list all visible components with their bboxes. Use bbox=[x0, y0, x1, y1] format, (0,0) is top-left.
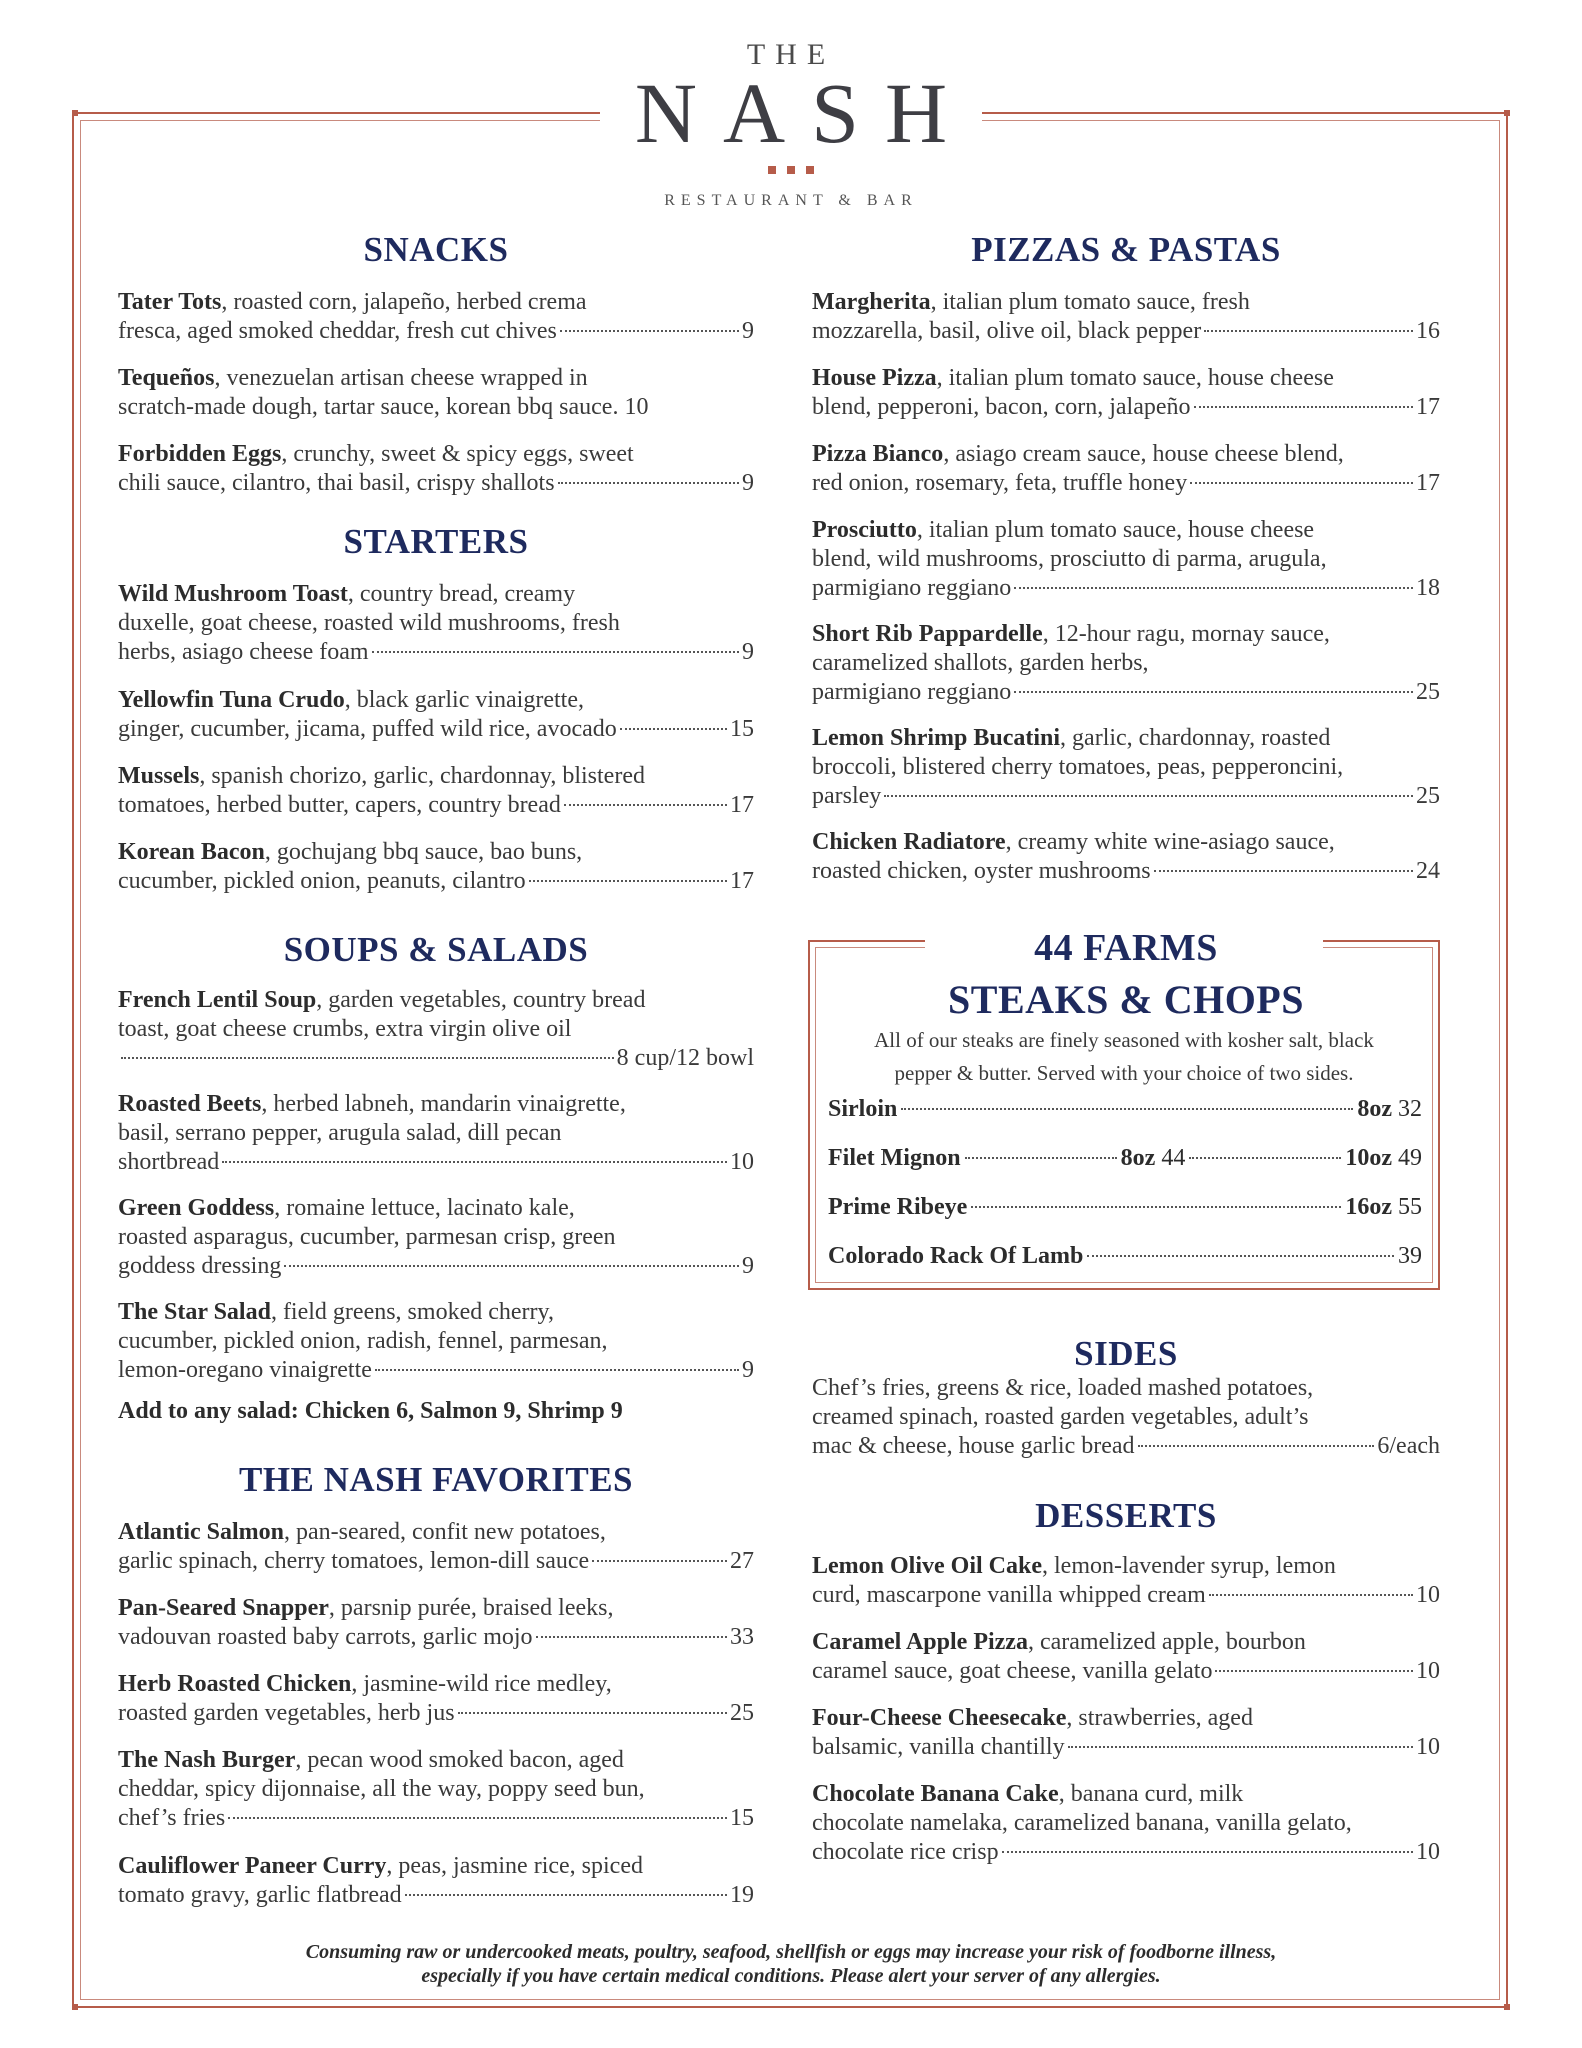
item-name: Mussels bbox=[118, 763, 200, 789]
item-name: Prosciutto bbox=[812, 517, 917, 543]
section-title-soups-salads: SOUPS & SALADS bbox=[283, 930, 589, 969]
steak-row bbox=[828, 1241, 1422, 1271]
sides-price: 6/each bbox=[1377, 1433, 1440, 1459]
menu-item bbox=[118, 440, 754, 498]
menu-item bbox=[812, 828, 1440, 886]
item-desc: , italian plum tomato sauce, fresh bbox=[930, 289, 1250, 315]
item-desc: , pan-seared, confit new potatoes, bbox=[284, 1519, 606, 1545]
steak-name: Filet Mignon bbox=[828, 1145, 961, 1171]
steak-row bbox=[828, 1143, 1422, 1173]
item-desc: , black garlic vinaigrette, bbox=[344, 687, 584, 713]
menu-item bbox=[118, 1298, 754, 1385]
item-name: Cauliflower Paneer Curry bbox=[118, 1853, 387, 1879]
item-desc: tomato gravy, garlic flatbread bbox=[118, 1882, 402, 1908]
item-desc: , italian plum tomato sauce, house cheese bbox=[916, 517, 1315, 543]
item-name: Korean Bacon bbox=[118, 839, 265, 865]
item-desc: , country bread, creamy bbox=[347, 581, 576, 607]
item-price: 17 bbox=[730, 868, 754, 894]
item-desc: , 12-hour ragu, mornay sauce, bbox=[1042, 621, 1330, 647]
item-desc: , peas, jasmine rice, spiced bbox=[386, 1853, 643, 1879]
menu-item bbox=[118, 1594, 754, 1652]
item-price: 9 bbox=[742, 1253, 754, 1279]
item-desc: , creamy white wine-asiago sauce, bbox=[1005, 829, 1335, 855]
item-price: 15 bbox=[730, 1805, 754, 1831]
item-price: 15 bbox=[730, 716, 754, 742]
item-desc: cucumber, pickled onion, peanuts, cilantro bbox=[118, 868, 526, 894]
steaks-title-farms: 44 FARMS bbox=[1034, 927, 1218, 969]
item-name: Margherita bbox=[812, 289, 931, 315]
item-desc: broccoli, blistered cherry tomatoes, peas, pepperoncini, bbox=[812, 754, 1344, 780]
menu-item bbox=[118, 1670, 754, 1728]
item-desc: blend, wild mushrooms, prosciutto di parma, arugula, bbox=[812, 546, 1327, 572]
item-name: Herb Roasted Chicken bbox=[118, 1671, 352, 1697]
item-desc: caramelized shallots, garden herbs, bbox=[812, 650, 1149, 676]
item-desc: red onion, rosemary, feta, truffle honey bbox=[812, 470, 1188, 496]
item-desc: shortbread bbox=[118, 1149, 220, 1175]
disclaimer-line: especially if you have certain medical conditions. Please alert your server of any allergies. bbox=[421, 1965, 1161, 1987]
menu-item bbox=[118, 762, 754, 820]
item-price: 18 bbox=[1416, 575, 1440, 601]
item-price: 10 bbox=[1416, 1582, 1440, 1608]
item-desc: , garden vegetables, country bread bbox=[316, 987, 646, 1013]
menu-item bbox=[812, 364, 1440, 422]
steak-row bbox=[828, 1192, 1422, 1222]
section-title-sides: SIDES bbox=[1074, 1334, 1178, 1373]
item-desc: caramel sauce, goat cheese, vanilla gelato bbox=[812, 1658, 1213, 1684]
item-desc: roasted garden vegetables, herb jus bbox=[118, 1700, 455, 1726]
item-desc: , field greens, smoked cherry, bbox=[270, 1299, 554, 1325]
section-title-starters: STARTERS bbox=[343, 522, 529, 561]
logo-name: NASH bbox=[634, 65, 974, 161]
item-price: 9 bbox=[742, 318, 754, 344]
item-desc: , venezuelan artisan cheese wrapped in bbox=[214, 365, 588, 391]
item-name: Green Goddess bbox=[118, 1195, 275, 1221]
item-price: 25 bbox=[1416, 679, 1440, 705]
item-price: 10 bbox=[624, 394, 649, 420]
salad-addon-note: Add to any salad: Chicken 6, Salmon 9, Shrimp 9 bbox=[118, 1398, 623, 1424]
section-title-pizzas-pastas: PIZZAS & PASTAS bbox=[971, 230, 1281, 269]
sides-list bbox=[812, 1374, 1440, 1461]
item-price: 8 cup/12 bowl bbox=[616, 1045, 754, 1071]
item-price: 10 bbox=[730, 1149, 754, 1175]
menu-item bbox=[118, 1194, 754, 1281]
item-name: The Nash Burger bbox=[118, 1747, 296, 1773]
item-desc: garlic spinach, cherry tomatoes, lemon-dill sauce bbox=[118, 1548, 590, 1574]
menu-item bbox=[118, 838, 754, 896]
item-desc: scratch-made dough, tartar sauce, korean bbq sauce. bbox=[118, 394, 619, 420]
item-price: 25 bbox=[1416, 783, 1440, 809]
menu-item bbox=[812, 620, 1440, 707]
item-name: Tequeños bbox=[118, 365, 215, 391]
item-name: Lemon Olive Oil Cake bbox=[812, 1553, 1042, 1579]
item-price: 25 bbox=[730, 1700, 754, 1726]
item-desc: chocolate namelaka, caramelized banana, vanilla gelato, bbox=[812, 1810, 1352, 1836]
item-desc: , romaine lettuce, lacinato kale, bbox=[274, 1195, 575, 1221]
item-desc: , strawberries, aged bbox=[1066, 1705, 1253, 1731]
steak-price: 49 bbox=[1398, 1145, 1422, 1171]
menu-item bbox=[812, 1780, 1440, 1867]
item-price: 17 bbox=[1416, 394, 1440, 420]
logo-subtitle: RESTAURANT & BAR bbox=[664, 192, 918, 209]
item-price: 9 bbox=[742, 470, 754, 496]
item-desc: parmigiano reggiano bbox=[812, 679, 1012, 705]
menu-item bbox=[118, 288, 754, 346]
menu-item bbox=[812, 440, 1440, 498]
menu-item bbox=[812, 724, 1440, 811]
item-name: French Lentil Soup bbox=[118, 987, 317, 1013]
menu-item bbox=[118, 686, 754, 744]
menu-item bbox=[118, 986, 754, 1073]
steak-row bbox=[828, 1094, 1422, 1124]
item-desc: goddess dressing bbox=[118, 1253, 282, 1279]
steak-size: 16oz bbox=[1345, 1194, 1392, 1220]
item-price: 16 bbox=[1416, 318, 1440, 344]
item-desc: parsley bbox=[812, 783, 882, 809]
item-name: Short Rib Pappardelle bbox=[812, 621, 1043, 647]
item-name: House Pizza bbox=[812, 365, 937, 391]
disclaimer-line: Consuming raw or undercooked meats, poultry, seafood, shellfish or eggs may increase your risk of foodborne illness, bbox=[305, 1941, 1277, 1963]
item-price: 17 bbox=[1416, 470, 1440, 496]
logo-dots bbox=[768, 166, 814, 174]
item-desc: , garlic, chardonnay, roasted bbox=[1060, 725, 1331, 751]
item-desc: parmigiano reggiano bbox=[812, 575, 1012, 601]
item-desc: roasted chicken, oyster mushrooms bbox=[812, 858, 1151, 884]
sides-text: Chef’s fries, greens & rice, loaded mashed potatoes, bbox=[812, 1375, 1314, 1401]
steak-size: 8oz bbox=[1120, 1145, 1156, 1171]
item-desc: ginger, cucumber, jicama, puffed wild rice, avocado bbox=[118, 716, 617, 742]
item-desc: , banana curd, milk bbox=[1058, 1781, 1244, 1807]
item-name: Yellowfin Tuna Crudo bbox=[118, 687, 345, 713]
steak-name: Prime Ribeye bbox=[828, 1194, 968, 1220]
item-desc: chili sauce, cilantro, thai basil, crispy shallots bbox=[118, 470, 555, 496]
item-name: Wild Mushroom Toast bbox=[118, 581, 348, 607]
menu-item bbox=[812, 1628, 1440, 1686]
item-name: Forbidden Eggs bbox=[118, 441, 282, 467]
steak-size: 10oz bbox=[1345, 1145, 1392, 1171]
steak-size: 8oz bbox=[1357, 1096, 1392, 1122]
item-desc: balsamic, vanilla chantilly bbox=[812, 1734, 1065, 1760]
item-price: 33 bbox=[730, 1624, 754, 1650]
steak-price: 44 bbox=[1161, 1145, 1186, 1171]
menu-item bbox=[118, 1746, 754, 1833]
item-desc: fresca, aged smoked cheddar, fresh cut chives bbox=[118, 318, 557, 344]
item-desc: , parsnip purée, braised leeks, bbox=[328, 1595, 614, 1621]
corner-ornament bbox=[1504, 2004, 1510, 2010]
item-desc: tomatoes, herbed butter, capers, country bread bbox=[118, 792, 561, 818]
item-price: 19 bbox=[730, 1882, 754, 1908]
menu-item bbox=[118, 1852, 754, 1910]
item-name: Lemon Shrimp Bucatini bbox=[812, 725, 1061, 751]
section-title-favorites: THE NASH FAVORITES bbox=[238, 1460, 634, 1499]
item-price: 9 bbox=[742, 639, 754, 665]
item-desc: , italian plum tomato sauce, house cheese bbox=[936, 365, 1334, 391]
item-price: 27 bbox=[730, 1548, 754, 1574]
item-name: Roasted Beets bbox=[118, 1091, 262, 1117]
item-desc: chef’s fries bbox=[118, 1805, 226, 1831]
menu-item bbox=[812, 1552, 1440, 1610]
item-name: Pizza Bianco bbox=[812, 441, 944, 467]
item-desc: blend, pepperoni, bacon, corn, jalapeño bbox=[812, 394, 1191, 420]
item-desc: , herbed labneh, mandarin vinaigrette, bbox=[261, 1091, 626, 1117]
section-title-snacks: SNACKS bbox=[363, 230, 509, 269]
item-price: 10 bbox=[1416, 1734, 1440, 1760]
sides-text: mac & cheese, house garlic bread bbox=[812, 1433, 1135, 1459]
item-name: The Star Salad bbox=[118, 1299, 271, 1325]
menu-item bbox=[118, 364, 754, 422]
steak-name: Colorado Rack Of Lamb bbox=[828, 1243, 1084, 1269]
item-desc: , gochujang bbq sauce, bao buns, bbox=[264, 839, 583, 865]
item-desc: , jasmine-wild rice medley, bbox=[351, 1671, 612, 1697]
item-desc: toast, goat cheese crumbs, extra virgin olive oil bbox=[118, 1016, 572, 1042]
corner-ornament bbox=[72, 2004, 78, 2010]
item-desc: vadouvan roasted baby carrots, garlic mojo bbox=[118, 1624, 533, 1650]
item-price: 17 bbox=[730, 792, 754, 818]
item-desc: lemon-oregano vinaigrette bbox=[118, 1357, 372, 1383]
steaks-title: STEAKS & CHOPS bbox=[948, 977, 1304, 1022]
logo-the: THE bbox=[746, 38, 836, 71]
item-desc: chocolate rice crisp bbox=[812, 1839, 999, 1865]
item-desc: cheddar, spicy dijonnaise, all the way, poppy seed bun, bbox=[118, 1776, 645, 1802]
menu-item bbox=[812, 516, 1440, 603]
item-desc: , lemon-lavender syrup, lemon bbox=[1042, 1553, 1336, 1579]
item-name: Caramel Apple Pizza bbox=[812, 1629, 1028, 1655]
menu-item bbox=[812, 288, 1440, 346]
sides-text: creamed spinach, roasted garden vegetables, adult’s bbox=[812, 1404, 1309, 1430]
menu-item bbox=[118, 1090, 754, 1177]
menu-item bbox=[118, 1518, 754, 1576]
section-title-desserts: DESSERTS bbox=[1035, 1496, 1217, 1535]
steaks-description: pepper & butter. Served with your choice of two sides. bbox=[894, 1061, 1354, 1085]
item-desc: roasted asparagus, cucumber, parmesan crisp, green bbox=[118, 1224, 616, 1250]
item-desc: , roasted corn, jalapeño, herbed crema bbox=[221, 289, 587, 315]
item-price: 10 bbox=[1416, 1658, 1440, 1684]
item-price: 9 bbox=[742, 1357, 754, 1383]
steak-price: 55 bbox=[1398, 1194, 1422, 1220]
steaks-description: All of our steaks are finely seasoned with kosher salt, black bbox=[874, 1028, 1374, 1052]
allergy-disclaimer bbox=[0, 1940, 1582, 1988]
item-desc: , crunchy, sweet & spicy eggs, sweet bbox=[281, 441, 634, 467]
item-desc: , caramelized apple, bourbon bbox=[1027, 1629, 1306, 1655]
menu-item bbox=[118, 580, 754, 667]
item-price: 10 bbox=[1416, 1839, 1440, 1865]
item-desc: duxelle, goat cheese, roasted wild mushrooms, fresh bbox=[118, 610, 620, 636]
steak-price: 32 bbox=[1398, 1096, 1422, 1122]
item-name: Pan-Seared Snapper bbox=[118, 1595, 329, 1621]
item-name: Four-Cheese Cheesecake bbox=[812, 1705, 1067, 1731]
item-desc: cucumber, pickled onion, radish, fennel, parmesan, bbox=[118, 1328, 608, 1354]
item-desc: herbs, asiago cheese foam bbox=[118, 639, 369, 665]
item-desc: , pecan wood smoked bacon, aged bbox=[295, 1747, 624, 1773]
item-desc: mozzarella, basil, olive oil, black pepper bbox=[812, 318, 1202, 344]
steak-name: Sirloin bbox=[828, 1096, 898, 1122]
item-name: Chocolate Banana Cake bbox=[812, 1781, 1059, 1807]
item-desc: curd, mascarpone vanilla whipped cream bbox=[812, 1582, 1206, 1608]
item-desc: , asiago cream sauce, house cheese blend, bbox=[943, 441, 1344, 467]
item-desc: basil, serrano pepper, arugula salad, dill pecan bbox=[118, 1120, 562, 1146]
item-name: Tater Tots bbox=[118, 289, 222, 315]
item-name: Atlantic Salmon bbox=[118, 1519, 285, 1545]
item-desc: , spanish chorizo, garlic, chardonnay, blistered bbox=[199, 763, 645, 789]
menu-item bbox=[812, 1704, 1440, 1762]
item-name: Chicken Radiatore bbox=[812, 829, 1006, 855]
item-price: 24 bbox=[1416, 858, 1440, 884]
steak-price: 39 bbox=[1398, 1243, 1422, 1269]
